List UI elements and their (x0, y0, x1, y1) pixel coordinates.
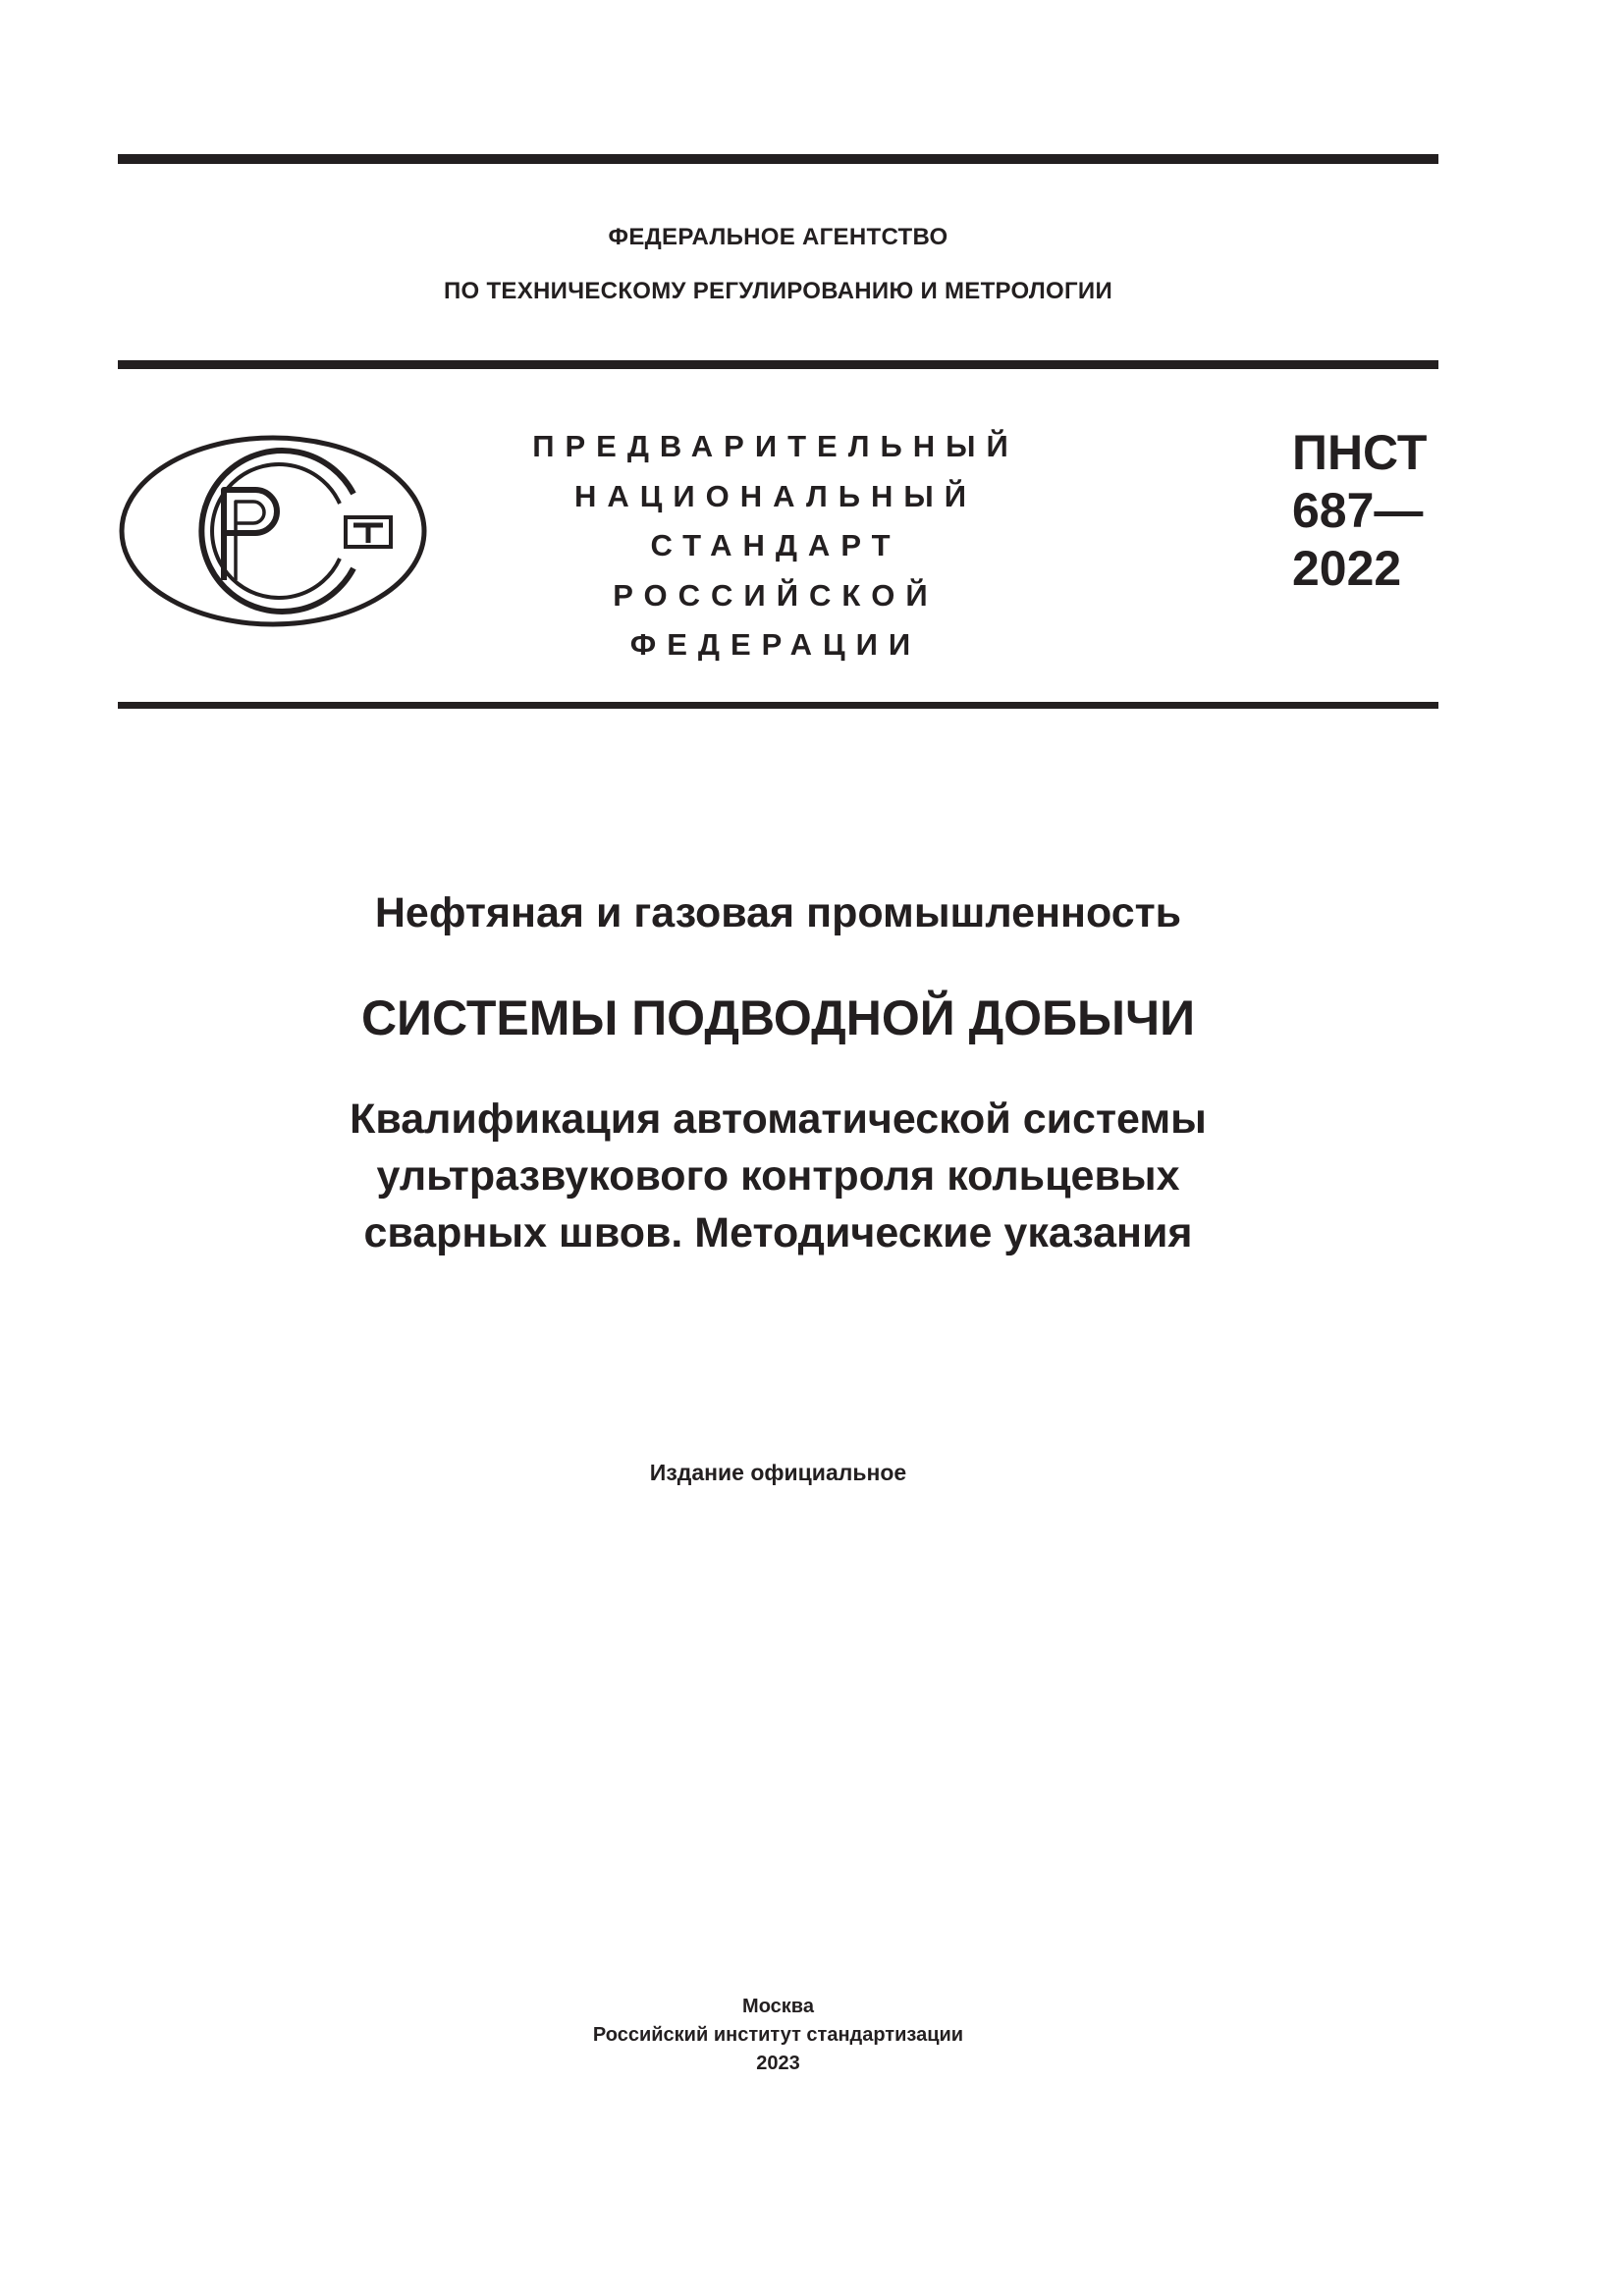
gost-r-logo (118, 433, 428, 629)
designation-prefix: ПНСТ (1292, 425, 1428, 480)
system-title: СИСТЕМЫ ПОДВОДНОЙ ДОБЫЧИ (360, 990, 1196, 1045)
top-rule (118, 154, 1438, 164)
imprint-city: Москва (742, 1996, 814, 2017)
edition-label: Издание официальное (649, 1460, 907, 1485)
agency-name-line-2: ПО ТЕХНИЧЕСКОМУ РЕГУЛИРОВАНИЮ И МЕТРОЛОГИИ (443, 278, 1113, 304)
standard-type-line: ФЕДЕРАЦИИ (629, 627, 922, 662)
standard-type-line: ПРЕДВАРИТЕЛЬНЫЙ (532, 429, 1019, 463)
designation-number: 687— (1292, 483, 1424, 538)
industry-title: Нефтяная и газовая промышленность (374, 889, 1182, 936)
designation-year: 2022 (1292, 541, 1402, 596)
standard-designation (1292, 424, 1427, 598)
imprint-year: 2023 (756, 2053, 800, 2074)
gost-r-certification-mark-icon (118, 433, 428, 629)
middle-rule (118, 360, 1438, 369)
agency-name-line-1: ФЕДЕРАЛЬНОЕ АГЕНТСТВО (608, 224, 948, 250)
imprint-publisher: Российский институт стандартизации (592, 2024, 964, 2046)
subtitle-line: ультразвукового контроля кольцевых (376, 1152, 1180, 1200)
standard-type-line: СТАНДАРТ (650, 528, 901, 562)
standard-type-line: РОССИЙСКОЙ (613, 577, 939, 613)
standard-type-heading (511, 422, 1041, 670)
standard-type-line: НАЦИОНАЛЬНЫЙ (573, 478, 978, 513)
document-subtitle (0, 1091, 1556, 1261)
bottom-rule (118, 702, 1438, 709)
subtitle-line: сварных швов. Методические указания (363, 1209, 1193, 1256)
subtitle-line: Квалификация автоматической системы (350, 1095, 1207, 1143)
imprint (0, 1993, 1556, 2078)
